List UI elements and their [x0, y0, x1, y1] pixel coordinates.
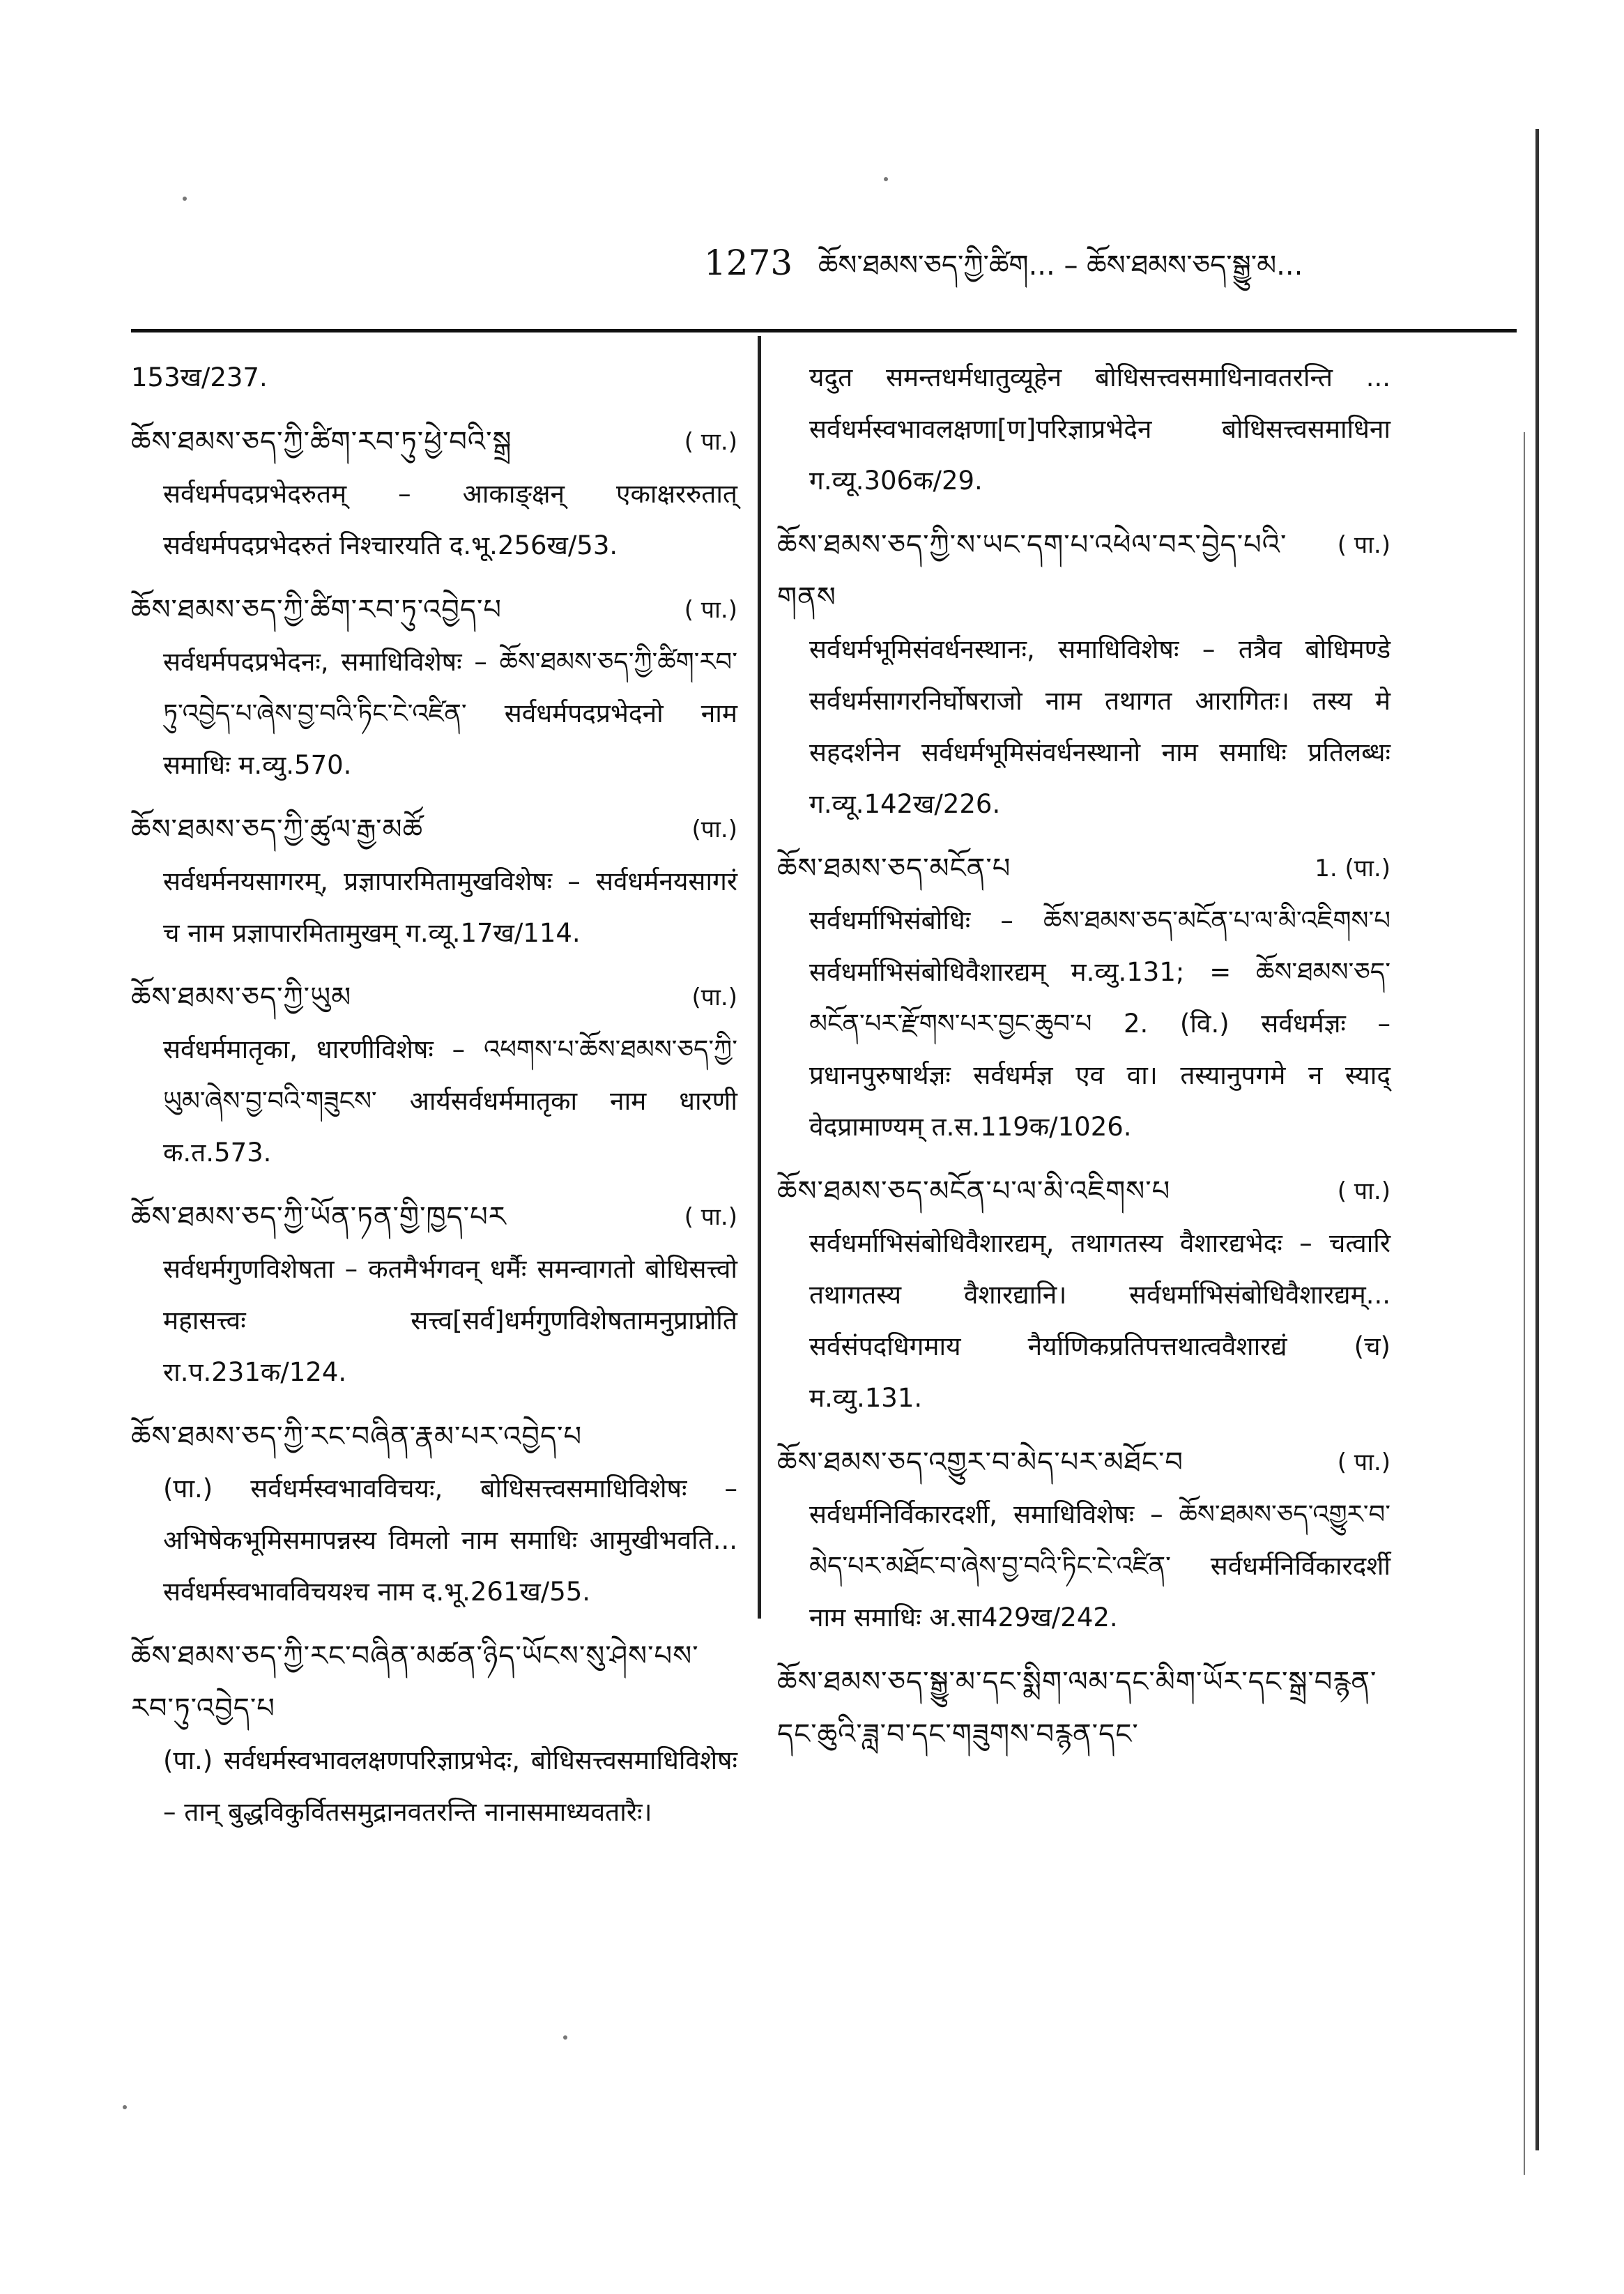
continuation-text: यदुत समन्तधर्मधातुव्यूहेन बोधिसत्त्वसमाधिनावतरन्ति ... सर्वधर्मस्वभावलक्षणा[ण]परिज्ञाप्रभेदेन बोधिसत्त्वसमाधिना ग.व्यू.306क/29. — [809, 362, 1391, 496]
entry-body: सर्वधर्मनिर्विकारदर्शी, समाधिविशेषः – ཆོས་ཐམས་ཅད་འགྱུར་བ་མེད་པར་མཐོང་བ་ཞེས་བྱ་བའི་ཏིང་ངེ་འཛིན་ सर्वधर्मनिर्विकारदर्शी नाम समाधिः अ.सा429ख/242. — [809, 1499, 1391, 1632]
dictionary-entry — [777, 1656, 1391, 1761]
headword-line — [131, 804, 737, 856]
headword-line — [777, 1437, 1391, 1489]
entry-tag: (पा.) — [691, 984, 737, 1011]
headword-line — [777, 1656, 1391, 1761]
dictionary-entry — [131, 972, 737, 1179]
tibetan-headword: ཆོས་ཐམས་ཅད་ཀྱི་ཡོན་ཏན་གྱི་ཁྱད་པར — [131, 1201, 507, 1233]
headword-line — [131, 972, 737, 1024]
tibetan-headword: ཆོས་ཐམས་ཅད་ཀྱི་ཚུལ་རྒྱ་མཚོ — [131, 813, 424, 846]
dictionary-entry — [131, 804, 737, 959]
entry-body: सर्वधर्माभिसंबोधिवैशारद्यम्, तथागतस्य वैशारद्यभेदः – चत्वारि तथागतस्य वैशारद्यानि। सर्वधर्माभिसंबोधिवैशारद्यम्... सर्वसंपदधिगमाय नैर्याणिकप्रतिपत्तथात्ववैशारद्यं (च) म.व्यु.131. — [809, 1228, 1391, 1413]
tibetan-headword: ཆོས་ཐམས་ཅད་ཀྱི་རང་བཞིན་མཚན་ཉིད་ཡོངས་སུ་ཤེས་པས་རབ་ཏུ་འབྱེད་པ — [131, 1640, 699, 1725]
dictionary-entry — [131, 1191, 737, 1398]
entry-tag: ( पा.) — [1337, 1448, 1391, 1476]
dictionary-entry — [131, 1411, 737, 1618]
entry-continuation — [777, 352, 1391, 507]
entry-body: सर्वधर्मनयसागरम्, प्रज्ञापारमितामुखविशेषः – सर्वधर्मनयसागरं च नाम प्रज्ञापारमितामुखम् ग.व्यू.17ख/114. — [163, 866, 737, 948]
headword-line — [777, 1165, 1391, 1218]
dictionary-entry — [777, 1165, 1391, 1424]
page-header — [704, 234, 1471, 296]
column-divider — [758, 336, 761, 1619]
left-column — [131, 352, 737, 1827]
right-column — [777, 352, 1391, 1750]
tibetan-headword: ཆོས་ཐམས་ཅད་འགྱུར་བ་མེད་པར་མཐོང་བ — [777, 1446, 1183, 1478]
headword-line — [777, 519, 1391, 624]
tibetan-headword: ཆོས་ཐམས་ཅད་ཀྱི་ཚིག་རབ་ཏུ་ཕྱེ་བའི་སྒྲ — [131, 426, 512, 458]
entry-body: सर्वधर्मपदप्रभेदनः, समाधिविशेषः – ཆོས་ཐམས་ཅད་ཀྱི་ཚིག་རབ་ཏུ་འབྱེད་པ་ཞེས་བྱ་བའི་ཏིང་ངེ་འཛིན་ सर्वधर्मपदप्रभेदनो नाम समाधिः म.व्यु.570. — [163, 647, 737, 780]
scan-speck — [884, 177, 888, 181]
dictionary-entry — [131, 416, 737, 572]
dictionary-entry — [777, 843, 1391, 1153]
tibetan-headword: ཆོས་ཐམས་ཅད་ཀྱི་རང་བཞིན་རྣམ་པར་འབྱེད་པ — [131, 1421, 583, 1453]
entry-tag: 1. (पा.) — [1315, 855, 1391, 882]
dictionary-entry — [777, 1437, 1391, 1644]
entry-body: सर्वधर्मभूमिसंवर्धनस्थानः, समाधिविशेषः – तत्रैव बोधिमण्डे सर्वधर्मसागरनिर्घोषराजो नाम तथागत आरागितः। तस्य मे सहदर्शनेन सर्वधर्मभूमिसंवर्धनस्थानो नाम समाधिः प्रतिलब्धः ग.व्यू.142ख/226. — [809, 634, 1391, 819]
scan-speck — [183, 197, 187, 201]
headword-line — [131, 1411, 737, 1463]
dictionary-entry — [777, 519, 1391, 830]
entry-tag: ( पा.) — [1337, 1177, 1391, 1205]
headword-line — [131, 584, 737, 636]
header-rule — [131, 329, 1517, 332]
tibetan-headword: ཆོས་ཐམས་ཅད་ཀྱི་ཡུམ — [131, 981, 352, 1014]
entry-tag: ( पा.) — [684, 428, 737, 456]
entry-tag: (पा.) — [691, 816, 737, 843]
running-head: ཆོས་ཐམས་ཅད་ཀྱི་ཚིག... – ཆོས་ཐམས་ཅད་སྒྱུ་མ... — [818, 250, 1303, 282]
scan-speck — [563, 2035, 567, 2040]
headword-line — [131, 1630, 737, 1735]
dictionary-entry — [131, 1630, 737, 1838]
entry-tag: ( पा.) — [1337, 531, 1391, 559]
scan-speck — [123, 2105, 127, 2109]
entry-body: सर्वधर्मपदप्रभेदरुतम् – आकाङ्क्षन् एकाक्षररुतात् सर्वधर्मपदप्रभेदरुतं निश्चारयति द.भू.256ख/53. — [163, 479, 737, 560]
headword-line — [777, 843, 1391, 895]
page-edge-line-thin — [1524, 432, 1525, 2175]
entry-body: (पा.) सर्वधर्मस्वभावविचयः, बोधिसत्त्वसमाधिविशेषः – अभिषेकभूमिसमापन्नस्य विमलो नाम समाधिः आमुखीभवति... सर्वधर्मस्वभावविचयश्च नाम द.भू.261ख/55. — [163, 1474, 737, 1607]
tibetan-headword: ཆོས་ཐམས་ཅད་མངོན་པ་ལ་མི་འཇིགས་པ — [777, 1175, 1171, 1207]
page-edge-line — [1535, 129, 1539, 2150]
dictionary-entry — [131, 584, 737, 791]
entry-body: सर्वधर्मगुणविशेषता – कतमैर्भगवन् धर्मैः समन्वागतो बोधिसत्त्वो महासत्त्वः सत्त्व[सर्व]धर्मगुणविशेषतामनुप्राप्नोति रा.प.231क/124. — [163, 1254, 737, 1387]
tibetan-headword: ཆོས་ཐམས་ཅད་ཀྱི་ས་ཡང་དག་པ་འཕེལ་བར་བྱེད་པའི་གནས — [777, 529, 1287, 613]
entry-tag: ( पा.) — [684, 596, 737, 624]
tibetan-headword: ཆོས་ཐམས་ཅད་སྒྱུ་མ་དང་སྨིག་ལམ་དང་མིག་ཡོར་དང་སྒྲ་བརྙན་དང་ཆུའི་ཟླ་བ་དང་གཟུགས་བརྙན་དང་ — [777, 1666, 1377, 1750]
headword-line — [131, 1191, 737, 1244]
entry-continuation — [131, 352, 737, 404]
entry-tag: ( पा.) — [684, 1203, 737, 1231]
entry-body: (पा.) सर्वधर्मस्वभावलक्षणपरिज्ञाप्रभेदः, बोधिसत्त्वसमाधिविशेषः – तान् बुद्धविकुर्वितसमुद्रानवतरन्ति नानासमाध्यवतारैः। — [163, 1745, 737, 1827]
headword-line — [131, 416, 737, 468]
tibetan-headword: ཆོས་ཐམས་ཅད་མངོན་པ — [777, 852, 1011, 885]
continuation-text: 153ख/237. — [131, 362, 268, 392]
page-number: 1273 — [704, 243, 793, 283]
tibetan-headword: ཆོས་ཐམས་ཅད་ཀྱི་ཚིག་རབ་ཏུ་འབྱེད་པ — [131, 594, 503, 626]
entry-body: सर्वधर्ममातृका, धारणीविशेषः – འཕགས་པ་ཆོས་ཐམས་ཅད་ཀྱི་ཡུམ་ཞེས་བྱ་བའི་གཟུངས་ आर्यसर्वधर्ममातृका नाम धारणी क.त.573. — [163, 1034, 737, 1168]
entry-body: सर्वधर्माभिसंबोधिः – ཆོས་ཐམས་ཅད་མངོན་པ་ལ་མི་འཇིགས་པ सर्वधर्माभिसंबोधिवैशारद्यम् म.व्यु.131; = ཆོས་ཐམས་ཅད་མངོན་པར་རྫོགས་པར་བྱང་ཆུབ་པ 2. (वि.) सर्वधर्मज्ञः – प्रधानपुरुषार्थज्ञः सर्वधर्मज्ञ एव वा। तस्यानुपगमे न स्याद् वेदप्रामाण्यम् त.स.119क/1026. — [809, 905, 1391, 1142]
